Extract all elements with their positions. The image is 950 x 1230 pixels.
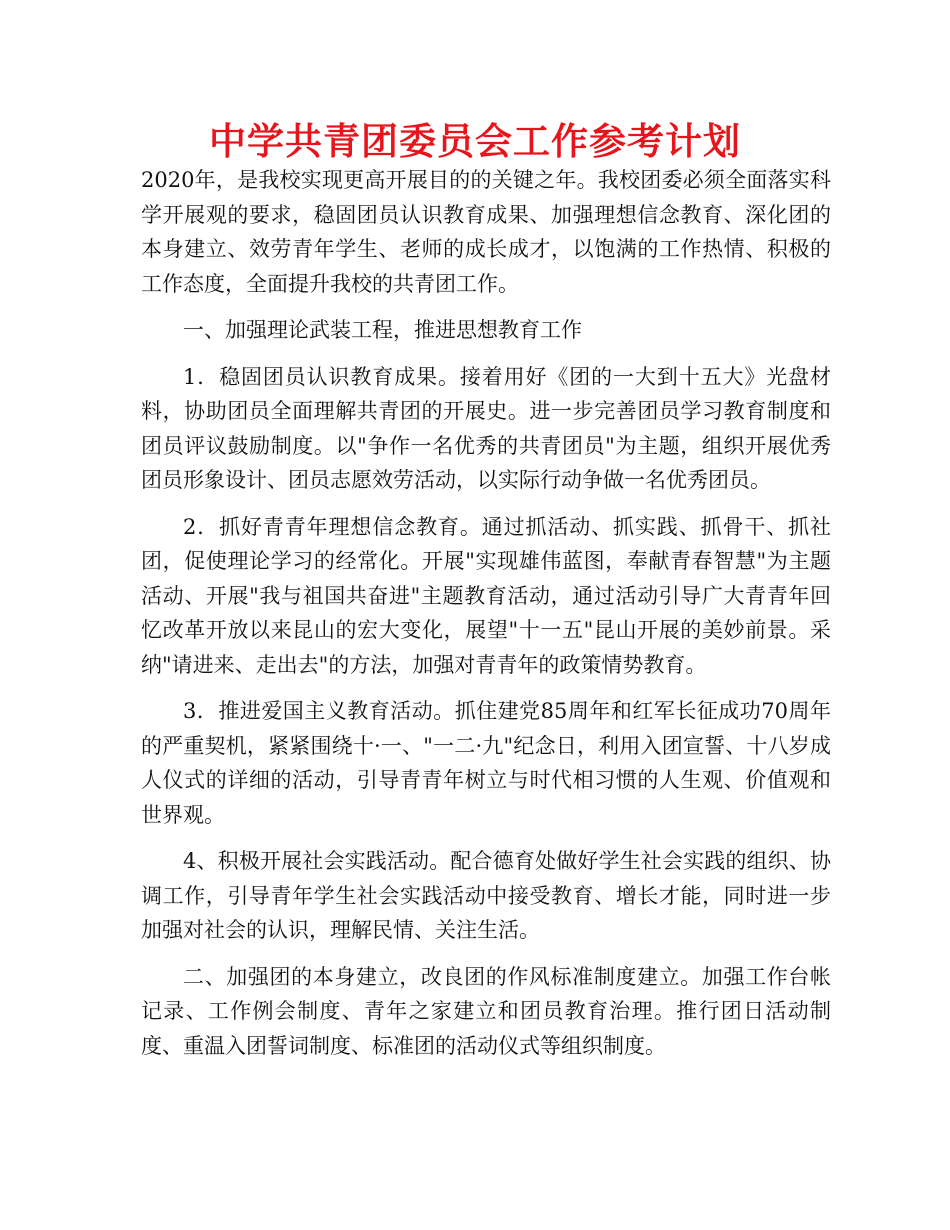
section-heading-self-building: 二、加强团的本身建立，改良团的作风标准制度建立。加强工作台帐记录、工作例会制度、青年之家建立和团员教育治理。推行团日活动制度、重温入团誓词制度、标准团的活动仪式等组织制度。 <box>141 964 831 1058</box>
paragraph-item-2: 2．抓好青青年理想信念教育。通过抓活动、抓实践、抓骨干、抓社团，促使理论学习的经常化。开展"实现雄伟蓝图，奉献青春智慧"为主题活动、开展"我与祖国共奋进"主题教育活动，通过活动引导广大青青年回忆改革开放以来昆山的宏大变化，展望"十一五"昆山开展的美妙前景。采纳"请进来、走出去"的方法，加强对青青年的政策情势教育。 <box>141 514 831 677</box>
section-heading-theory: 一、加强理论武装工程，推进思想教育工作 <box>183 318 582 342</box>
paragraph-item-3: 3．推进爱国主义教育活动。抓住建党85周年和红军长征成功70周年的严重契机，紧紧围绕十·一、"一二·九"纪念日，利用入团宣誓、十八岁成人仪式的详细的活动，引导青青年树立与时代相习惯的人生观、价值观和世界观。 <box>141 699 831 827</box>
document-title: 中学共青团委员会工作参考计划 <box>209 120 741 163</box>
document-body <box>141 163 831 1075</box>
paragraph-intro: 2020年，是我校实现更高开展目的的关键之年。我校团委必须全面落实科学开展观的要求，稳固团员认识教育成果、加强理想信念教育、深化团的本身建立、效劳青年学生、老师的成长成才，以饱满的工作热情、积极的工作态度，全面提升我校的共青团工作。 <box>141 168 831 296</box>
paragraph-item-4: 4、积极开展社会实践活动。配合德育处做好学生社会实践的组织、协调工作，引导青年学生社会实践活动中接受教育、增长才能，同时进一步加强对社会的认识，理解民情、关注生活。 <box>141 849 831 942</box>
paragraph-item-1: 1．稳固团员认识教育成果。接着用好《团的一大到十五大》光盘材料，协助团员全面理解共青团的开展史。进一步完善团员学习教育制度和团员评议鼓励制度。以"争作一名优秀的共青团员"为主题，组织开展优秀团员形象设计、团员志愿效劳活动，以实际行动争做一名优秀团员。 <box>141 364 831 492</box>
